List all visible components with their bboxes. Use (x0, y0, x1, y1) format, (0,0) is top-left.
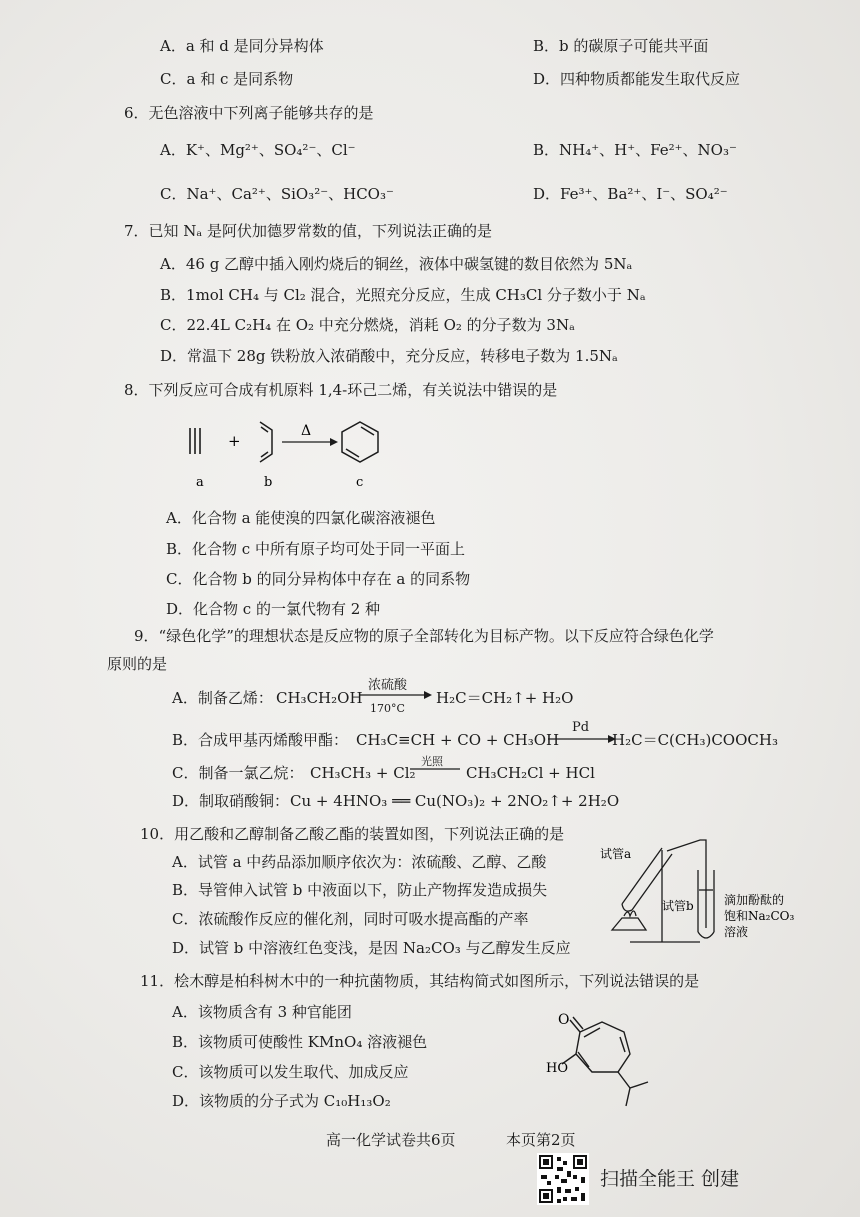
q7-option-a: A．46 g 乙醇中插入刚灼烧后的铜丝，液体中碳氢键的数目依然为 5Nₐ (160, 255, 633, 273)
q10-label-solution-2: 饱和Na₂CO₃ (724, 909, 795, 923)
q9-option-a-catalyst: 浓硫酸 (368, 678, 408, 693)
footer-page-number: 本页第2页 (506, 1131, 576, 1149)
q10-label-tube-a: 试管a (600, 847, 632, 861)
q9-option-b-reactants: CH₃C≡CH + CO + CH₃OH (356, 731, 560, 749)
butadiene-structure (260, 422, 272, 462)
q9-option-a-arrow (360, 690, 432, 700)
q9-option-d-equation: Cu + 4HNO₃ ══ Cu(NO₃)₂ + 2NO₂↑+ 2H₂O (290, 792, 620, 810)
q8-option-d: D．化合物 c 的一氯代物有 2 种 (166, 600, 381, 618)
q10-option-c: C．浓硫酸作反应的催化剂，同时可吸水提高酯的产率 (172, 910, 529, 928)
q6-option-b: B．NH₄⁺、H⁺、Fe²⁺、NO₃⁻ (533, 141, 737, 159)
q8-reaction-figure (180, 410, 400, 492)
q8-plus: + (228, 432, 241, 450)
q6-option-c: C．Na⁺、Ca²⁺、SiO₃²⁻、HCO₃⁻ (160, 185, 394, 203)
q9-stem-line2: 原则的是 (107, 655, 168, 673)
q9-option-c-reactants: CH₃CH₃ + Cl₂ (310, 764, 416, 782)
hinokitiol-structure-figure (540, 1010, 680, 1110)
q9-option-c-label: C．制备一氯乙烷： (172, 764, 304, 782)
q9-option-b-catalyst: Pd (572, 720, 590, 735)
q10-option-b: B．导管伸入试管 b 中液面以下，防止产物挥发造成损失 (172, 881, 548, 899)
hinokitiol-ketone-oxygen: O (558, 1012, 570, 1028)
q7-option-b: B．1mol CH₄ 与 Cl₂ 混合，光照充分反应，生成 CH₃Cl 分子数小于 Nₐ (160, 286, 646, 304)
footer-total-pages: 高一化学试卷共6页 (326, 1131, 456, 1149)
q11-stem: 11．桧木醇是柏科树木中的一种抗菌物质，其结构简式如图所示，下列说法错误的是 (140, 972, 700, 990)
q8-option-a: A．化合物 a 能使溴的四氯化碳溶液褪色 (166, 509, 436, 527)
esterification-apparatus-figure (600, 832, 810, 950)
q9-option-b-arrow (548, 734, 616, 744)
q8-label-b: b (264, 475, 273, 490)
q8-stem: 8．下列反应可合成有机原料 1,4-环己二烯，有关说法中错误的是 (124, 381, 558, 399)
q8-label-c: c (356, 475, 364, 490)
q9-option-b-label: B．合成甲基丙烯酸甲酯： (172, 731, 349, 749)
q8-delta: Δ (301, 423, 312, 439)
q11-option-d: D．该物质的分子式为 C₁₀H₁₃O₂ (172, 1092, 391, 1110)
q5-option-a: A．a 和 d 是同分异构体 (160, 37, 324, 55)
q8-option-c: C．化合物 b 的同分异构体中存在 a 的同系物 (166, 570, 471, 588)
hinokitiol-hydroxyl: HO (546, 1061, 568, 1076)
q7-option-d: D．常温下 28g 铁粉放入浓硝酸中，充分反应，转移电子数为 1.5Nₐ (160, 347, 618, 365)
q11-option-a: A．该物质含有 3 种官能团 (172, 1003, 352, 1021)
q9-option-a-reactant: CH₃CH₂OH (276, 689, 363, 707)
q9-option-d-label: D．制取硝酸铜： (172, 792, 290, 810)
ethyne-structure (190, 428, 200, 454)
q7-stem: 7．已知 Nₐ 是阿伏加德罗常数的值，下列说法正确的是 (124, 222, 492, 240)
q9-option-b-product: H₂C＝C(CH₃)COOCH₃ (612, 731, 778, 749)
q10-label-tube-b: 试管b (662, 899, 694, 913)
q11-option-c: C．该物质可以发生取代、加成反应 (172, 1063, 409, 1081)
q9-option-c-arrow (410, 766, 460, 772)
q8-option-b: B．化合物 c 中所有原子均可处于同一平面上 (166, 540, 465, 558)
q10-option-a: A．试管 a 中药品添加顺序依次为：浓硫酸、乙醇、乙酸 (172, 853, 547, 871)
q6-option-a: A．K⁺、Mg²⁺、SO₄²⁻、Cl⁻ (160, 141, 356, 159)
q5-option-c: C．a 和 c 是同系物 (160, 70, 294, 88)
q5-option-b: B．b 的碳原子可能共平面 (533, 37, 709, 55)
q9-option-a-product: H₂C＝CH₂↑+ H₂O (436, 689, 574, 707)
q10-stem: 10．用乙酸和乙醇制备乙酸乙酯的装置如图，下列说法正确的是 (140, 825, 565, 843)
q5-option-d: D．四种物质都能发生取代反应 (533, 70, 741, 88)
scanner-watermark-text: 扫描全能王 创建 (600, 1168, 740, 1190)
q8-arrowhead (330, 438, 338, 446)
q6-stem: 6．无色溶液中下列离子能够共存的是 (124, 104, 374, 122)
q9-option-a-temperature: 170°C (370, 702, 405, 715)
q9-stem-line1: 9．“绿色化学”的理想状态是反应物的原子全部转化为目标产物。以下反应符合绿色化学 (134, 627, 714, 645)
q9-option-a-label: A．制备乙烯： (172, 689, 273, 707)
q11-option-b: B．该物质可使酸性 KMnO₄ 溶液褪色 (172, 1033, 428, 1051)
qr-code-icon (537, 1153, 589, 1205)
q7-option-c: C．22.4L C₂H₄ 在 O₂ 中充分燃烧，消耗 O₂ 的分子数为 3Nₐ (160, 316, 575, 334)
q6-option-d: D．Fe³⁺、Ba²⁺、I⁻、SO₄²⁻ (533, 185, 728, 203)
q10-option-d: D．试管 b 中溶液红色变浅，是因 Na₂CO₃ 与乙醇发生反应 (172, 939, 571, 957)
q8-label-a: a (196, 475, 204, 490)
cyclohexadiene-structure (342, 422, 378, 462)
q10-label-solution-1: 滴加酚酞的 (724, 893, 785, 907)
q9-option-c-condition: 光照 (421, 755, 443, 768)
q9-option-c-products: CH₃CH₂Cl + HCl (466, 764, 595, 782)
q10-label-solution-3: 溶液 (724, 925, 749, 939)
